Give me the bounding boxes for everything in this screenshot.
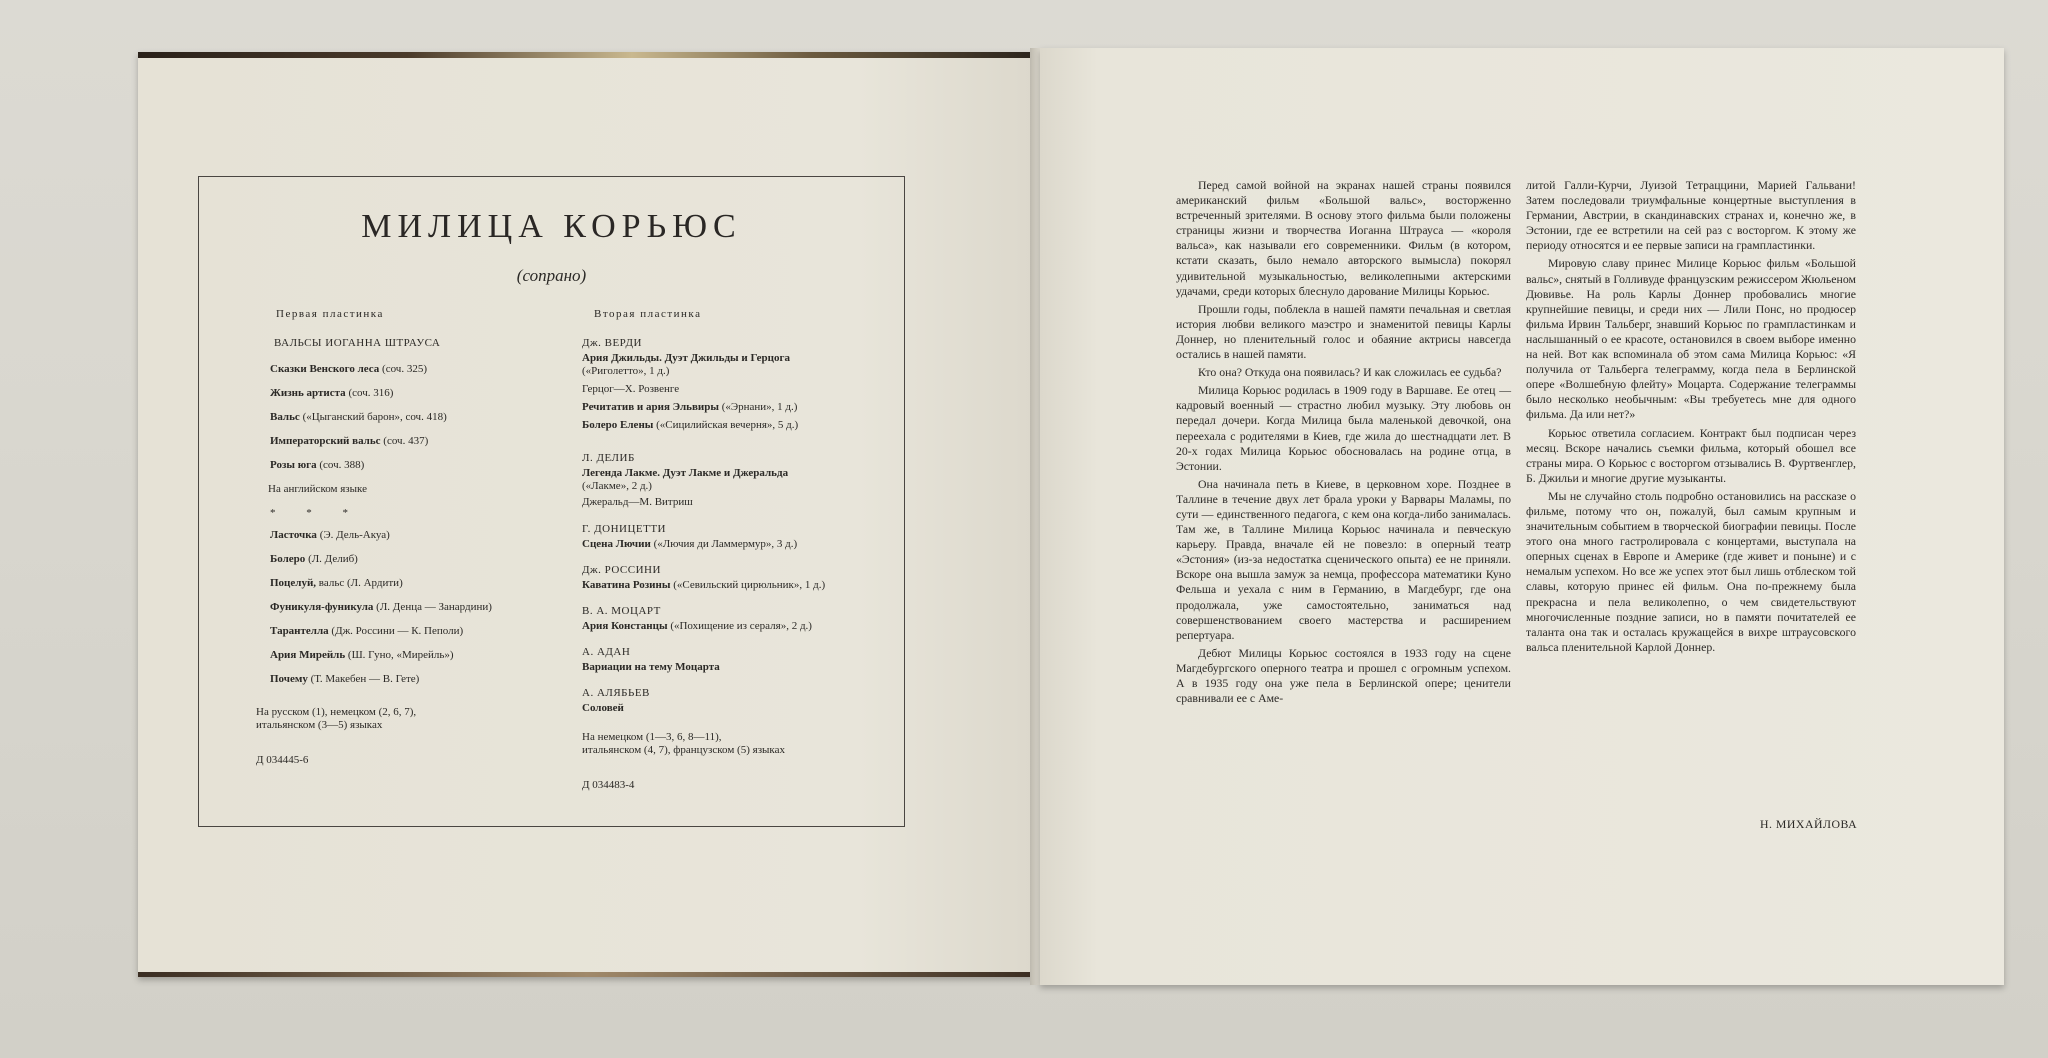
strauss-section-title: ВАЛЬСЫ ИОГАННА ШТРАУСА (274, 337, 441, 349)
donizetti-group: Г. ДОНИЦЕТТИ Сцена Лючии («Лючия ди Ламмермур», 3 д.) (582, 523, 902, 551)
adam-group: А. АДАН Вариации на тему Моцарта (582, 646, 902, 674)
composer-name: Дж. РОССИНИ (582, 564, 661, 576)
paragraph: Перед самой войной на экранах нашей страны появился американский фильм «Большой вальс», восторженно встреченный зрителями. В основу этого фильма были положены страницы жизни и творчества Иоганна Штрауса — «короля вальса», как называли его современники. Фильм (в котором, кстати сказать, было немало авторского вымысла) покорял удивительной музыкальностью, великолепными актерскими удачами, среди которых блеснуло дарование Милицы Корьюс. (1176, 178, 1511, 298)
paragraph: Мы не случайно столь подробно остановились на рассказе о фильме, потому что он, пожалуй, был самым крупным и значительным событием в творческой биографии певицы. После этого она много гастролировала с концертами, выступала на оперных сценах в Европе и Америке (где живет и поныне) и с немалым успехом. Но все же успех этот был лишь отблеском той славы, которую принес ей фильм. Она по-прежнему была прекрасна и пела великолепно, о чем свидетельствуют многочисленные поздние записи, но в памяти почитателей ее таланта она так и осталась кружащейся в вихре штраусовского вальса пленительной Карлой Доннер. (1526, 488, 1856, 654)
verdi-group: Дж. ВЕРДИ Ария Джильды. Дуэт Джильды и Герцога («Риголетто», 1 д.) Герцог—Х. Розвенге Речитатив и ария Эльвиры («Эрнани», 1 д.) Болеро Елены («Сицилийская вечерня», 5 д.) (582, 337, 902, 432)
plate1-heading: Первая пластинка (276, 308, 384, 320)
paragraph: Прошли годы, поблекла в нашей памяти печальная и светлая история любви великого маэстро и знаменитой певицы Карлы Доннер, но пленительный голос и обаяние актрисы навсегда остались в нашей памяти. (1176, 301, 1511, 362)
mozart-group: В. А. МОЦАРТ Ария Констанцы («Похищение из сераля», 2 д.) (582, 605, 902, 633)
plate1-column (256, 308, 586, 767)
rossini-group: Дж. РОССИНИ Каватина Розины («Севильский цирюльник», 1 д.) (582, 564, 902, 592)
english-note: На английском языке (268, 483, 367, 495)
composer-name: Л. ДЕЛИБ (582, 452, 635, 464)
list-item: Почему (Т. Макебен — В. Гете) (270, 673, 420, 685)
list-item: Сказки Венского леса (соч. 325) (270, 363, 427, 375)
list-item: Ласточка (Э. Дель-Акуа) (270, 529, 390, 541)
list-item: Императорский вальс (соч. 437) (270, 435, 429, 447)
paragraph: Корьюс ответила согласием. Контракт был подписан через месяц. Вскоре начались съемки фильма, который обошел все страны мира. О Корьюс с восторгом отзывались В. Фуртвенглер, Б. Джильи и многие другие музыканты. (1526, 425, 1856, 485)
plate1-languages: На русском (1), немецком (2, 6, 7), итальянском (3—5) языках (256, 706, 417, 731)
list-item: Болеро (Л. Делиб) (270, 553, 358, 565)
plate2-heading: Вторая пластинка (594, 308, 702, 320)
paragraph: Она начинала петь в Киеве, в церковном хоре. Позднее в Таллине в течение двух лет брала уроки у Варвары Маламы, по сути — единственного педагога, с кем она когда-либо занималась. Там же, в Таллине Милица Корьюс начинала и певческую карьеру. Правда, вначале ей не повезло: в оперный театр «Эстония» (из-за недостатка сценического опыта) ее не приняли. Вскоре она вышла замуж за немца, профессора математики Куно Фельша и уехала с ним в Германию, в Магдебург, где она продолжала, уже самостоятельно, заниматься над совершенствованием своего мастерства и расширением репертуара. (1176, 476, 1511, 642)
page-title: МИЛИЦА КОРЬЮС (361, 208, 742, 245)
composer-name: Г. ДОНИЦЕТТИ (582, 523, 666, 535)
plate2-column (582, 308, 902, 792)
composer-name: В. А. МОЦАРТ (582, 605, 661, 617)
article-author: Н. МИХАЙЛОВА (1760, 817, 1858, 831)
plate2-catalog-number: Д 034483-4 (582, 779, 635, 791)
list-item: Жизнь артиста (соч. 316) (270, 387, 394, 399)
alyabyev-group: А. АЛЯБЬЕВ Соловей (582, 687, 902, 715)
list-item: Фуникуля-фуникула (Л. Денца — Занардини) (270, 601, 492, 613)
list-item: Тарантелла (Дж. Россини — К. Пеполи) (270, 625, 464, 637)
paragraph: Дебют Милицы Корьюс состоялся в 1933 году на сцене Магдебургского оперного театра и прошел с огромным успехом. А в 1935 году она уже пела в Берлинской опере; ценители сравнивали ее с Аме- (1176, 645, 1511, 706)
article-column-1 (1176, 178, 1511, 706)
delibes-group: Л. ДЕЛИБ Легенда Лакме. Дуэт Лакме и Джеральда («Лакме», 2 д.) Джеральд—М. Витриш (582, 452, 902, 509)
paragraph: Мировую славу принес Милице Корьюс фильм «Большой вальс», снятый в Голливуде французским режиссером Жюльеном Дювивье. На роль Карлы Доннер пробовались многие крупнейшие певицы, и среди них — Лили Понс, но продюсер фильма Ирвин Тальберг, знавший Корьюс по грампластинкам и наслышанный о ее красоте, остановился в своем выборе именно на ней. Вот как вспоминала об этом сама Милица Корьюс: «Я получила от Тальберга телеграмму, когда пела в Берлинской опере «Волшебную флейту» Моцарта. Содержание телеграммы было несколько необычным: «Вы требуетесь мне для одного фильма. Да или нет?» (1526, 256, 1856, 422)
plate2-languages: На немецком (1—3, 6, 8—11), итальянском (4, 7), французском (5) языках (582, 731, 785, 756)
voice-subtitle: (сопрано) (516, 266, 587, 285)
composer-name: А. АЛЯБЬЕВ (582, 687, 650, 699)
paragraph: Милица Корьюс родилась в 1909 году в Варшаве. Ее отец — кадровый военный — страстно любил музыку. Эту любовь он передал дочери. Когда Милица была маленькой девочкой, она переехала с родителями в Киев, где жила до шестнадцати лет. В 20-х годах Милица Корьюс обосновалась на родине отца, в Эстонии. (1176, 383, 1511, 473)
paragraph: Кто она? Откуда она появилась? И как сложилась ее судьба? (1198, 365, 1502, 380)
list-item: Вальс («Цыганский барон», соч. 418) (270, 411, 447, 423)
composer-name: А. АДАН (582, 646, 631, 658)
list-item: Поцелуй, вальс (Л. Ардити) (270, 577, 403, 589)
plate1-catalog-number: Д 034445-6 (256, 754, 309, 766)
separator-stars: * * * (270, 507, 362, 519)
list-item: Ария Мирейль (Ш. Гуно, «Мирейль») (270, 649, 454, 661)
bottom-edge-strip (138, 972, 1036, 977)
paragraph: литой Галли-Курчи, Луизой Тетраццини, Марией Гальвани! Затем последовали триумфальные концертные выступления в Германии, Австрии, в скандинавских странах и, конечно же, в Эстонии, где ее встретили на сей раз с восторгом. К этому же периоду относятся и ее первые записи на грампластинки. (1526, 178, 1856, 253)
article-column-2 (1526, 178, 1856, 655)
list-item: Розы юга (соч. 388) (270, 459, 365, 471)
composer-name: Дж. ВЕРДИ (582, 337, 642, 349)
top-edge-strip (138, 52, 1036, 58)
